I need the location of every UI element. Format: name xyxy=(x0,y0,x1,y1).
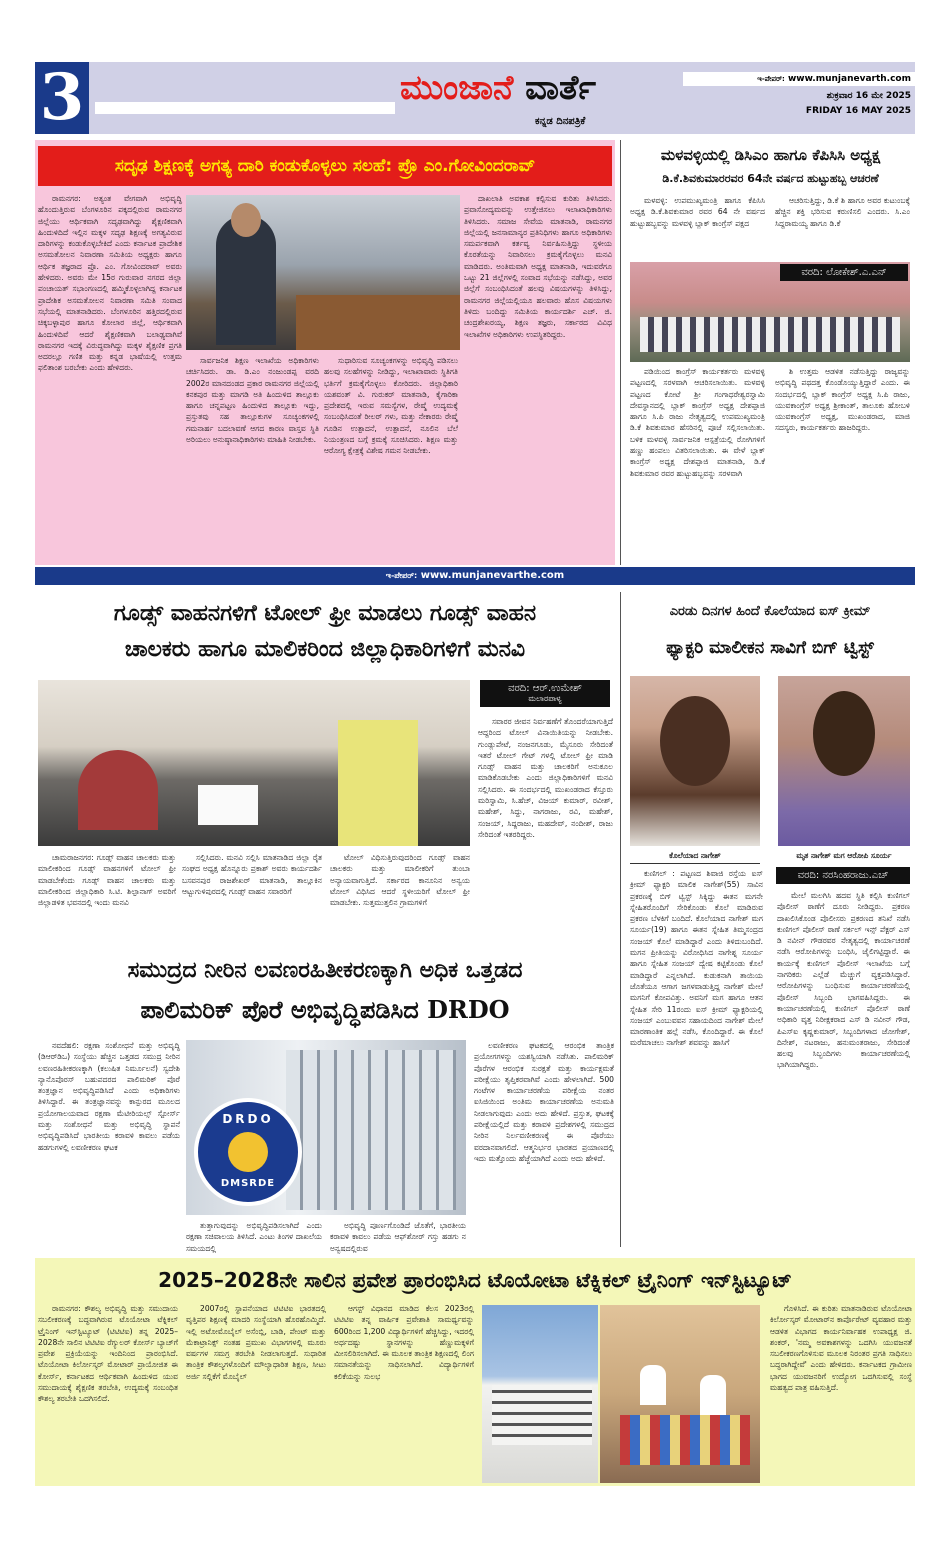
logo-black: ವಾರ್ತೆ xyxy=(525,68,596,108)
article-birthday-col2: ಆಚರಿಸುತ್ತಿದ್ದು, ಡಿ.ಕೆ ಶಿ ಹಾಗೂ ಅವರ ಕುಟುಂಬಕ್ಕೆ ಹೆಚ್ಚಿನ ಶಕ್ತಿ ಭರಿಸುವ ಕರುಣಿಸಲಿ ಎಂದರು. ಸಿ.ಎಂ ಸಿದ್ದರಾಮಯ್ಯ ಹಾಗೂ ಡಿ.ಕೆ xyxy=(775,196,910,228)
accused-caption: ಮೃತ ನಾಗೇಶ್ ಮಗ ಆರೋಪಿ ಸೂರ್ಯ xyxy=(796,851,892,860)
article-birthday-col1: ಮಳವಳ್ಳಿ: ಉಪಮುಖ್ಯಮಂತ್ರಿ ಹಾಗೂ ಕೆಪಿಸಿಸಿ ಅಧ್ಯಕ್ಷ ಡಿ.ಕೆ.ಶಿವಕುಮಾರ ರವರ 64 ನೇ ವರ್ಷದ ಹುಟ್ಟುಹಬ್ಬವನ್ನು ಮಳವಳ್ಳಿ ಬ್ಲಾಕ್ ಕಾಂಗ್ರೆಸ್ ಪಕ್ಷದ xyxy=(630,196,765,228)
institute-building-photo xyxy=(482,1305,598,1483)
header-white-bar xyxy=(95,102,395,114)
professor-speaking-photo xyxy=(186,195,460,350)
banner-label: ಇ-ಪೇಪರ್: xyxy=(385,571,418,580)
article-murder-col2: ಮೇಲೆ ಮಲಗಿಸಿ ಹದವ ಸ್ಥಿತಿ ಕಲ್ಪಿಸಿ ಕುಣಿಗಲ್ ಪೊಲೀಸ್ ಠಾಣೆಗೆ ದೂರು ನೀಡಿದ್ದರು. ಪ್ರಕರಣ ದಾಖಲಿಸಿಕೊಂಡ ಪೊಲೀಸರು ಪ್ರಕರಣದ ತನಿಖೆ ನಡೆಸಿ ಕುಣಿಗಲ್ ಪೊಲೀಸ್ ಠಾಣೆ ಸರ್ಕಲ್ ಇನ್ಸ್ ಪೆಕ್ಟರ್ ಎಸ್ ಡಿ ನವೀನ್ ಗೌಡರವರ ನೇತೃತ್ವದಲ್ಲಿ ಕಾರ್ಯಾಚರಣೆ ನಡೆಸಿ ಆರೋಪಿಗಳನ್ನು ಬಂಧಿಸಿ, ಜೈಲಿಗಟ್ಟಿದ್ದಾರೆ. ಈ ಕಾರ್ಯಕ್ಕೆ ಕುಣಿಗಲ್ ಪೊಲೀಸ್ ಇಲಾಖೆಯ ಬಗ್ಗೆ ನಾಗರಿಕರು ಎಲ್ಲೆಡೆ ಮೆಚ್ಚುಗೆ ವ್ಯಕ್ತಪಡಿಸಿದ್ದಾರೆ. ಆರೋಪಿಗಳನ್ನು ಬಂಧಿಸುವ ಕಾರ್ಯಾಚರಣೆಯಲ್ಲಿ ಪೊಲೀಸ್ ಸಿಬ್ಬಂದಿ ಭಾಗವಹಿಸಿದ್ದರು. ಈ ಕಾರ್ಯಾಚರಣೆಯಲ್ಲಿ ಕುಣಿಗಲ್ ಪೊಲೀಸ್ ಠಾಣೆ ಅಧಿಕಾರಿ ವೃತ್ತ ನಿರೀಕ್ಷಕರಾದ ಎಸ್ ಡಿ ನವೀನ್ ಗೌಡ, ಪಿಎಸ್ಐ ಕೃಷ್ಣಕುಮಾರ್, ಸಿಬ್ಬಂದಿಗಳಾದ ಜೋಗೇಶ್, ದಿನೇಶ್, ನಟರಾಜು, ಹನುಮಂತರಾಜು, ಸೇರಿದಂತೆ ಹಲವು ಸಿಬ್ಬಂದಿಗಳು ಕಾರ್ಯಾಚರಣೆಯಲ್ಲಿ ಭಾಗಿಯಾಗಿದ್ದರು. xyxy=(777,891,910,1070)
article-murder-headline-2: ಫ್ಯಾಕ್ಟರಿ ಮಾಲೀಕನ ಸಾವಿಗೆ ಬಿಗ್ ಟ್ವಿಸ್ಟ್ xyxy=(666,638,874,658)
byline-name: ವರದಿ: ಆರ್.ಉಮೇಶ್ xyxy=(508,683,582,694)
article-toyota-col3: ಆಗಸ್ಟ್ ವಿಧಾನದ ಮಾಡಿದ ಕೆಲಸ 2023ರಲ್ಲಿ ಟಿಟಿಟಿಐ ತನ್ನ ವಾರ್ಷಿಕ ಪ್ರವೇಶಾತಿ ಸಾಮರ್ಥ್ಯವನ್ನು 600ರಿಂದ 1,200 ವಿದ್ಯಾರ್ಥಿಗಳಿಗೆ ಹೆಚ್ಚಿಸಿದ್ದು, ಇದರಲ್ಲಿ ಅರ್ಧದಷ್ಟು ಸ್ಥಾನಗಳನ್ನು ಹೆಣ್ಣುಮಕ್ಕಳಿಗೆ ಮೀಸಲಿರಿಸಲಾಗಿದೆ. ಈ ಮೂಲಕ ತಾಂತ್ರಿಕ ಶಿಕ್ಷಣದಲ್ಲಿ ಲಿಂಗ ಸಮಾನತೆಯನ್ನು ಸಾಧಿಸಲಾಗಿದೆ. ವಿದ್ಯಾರ್ಥಿಗಳಿಗೆ ಕಲಿಕೆಯನ್ನು ಸುಲಭ xyxy=(334,1304,474,1381)
article-murder-col1: ಕುಣಿಗಲ್ : ಪಟ್ಟಣದ ಶಿವಾಜಿ ರಸ್ತೆಯ ಐಸ್ ಕ್ರೀಮ್ ಫ್ಯಾಕ್ಟರಿ ಮಾಲಿಕ ನಾಗೇಶ್(55) ಸಾವಿನ ಪ್ರಕರಣಕ್ಕೆ ಬಿಗ್ ಟ್ವಿಸ್ಟ್ ಸಿಕ್ಕಿದ್ದು ಈತನ ಮಗನೇ ಸ್ನೇಹಿತರೊಂದಿಗೆ ಸೇರಿಕೊಂಡು ಕೊಲೆ ಮಾಡಿರುವ ಪ್ರಕರಣ ಬೆಳಕಿಗೆ ಬಂದಿದೆ. ಕೊಲೆಯಾದ ನಾಗೇಶ್ ಮಗ ಸೂರ್ಯ(19) ಹಾಗೂ ಈತನ ಸ್ನೇಹಿತ ತಿಮ್ಮಸಂದ್ರದ ಸಂಜಯ್ ಕೊಲೆ ಮಾಡಿದ್ದಾರೆ ಎಂದು ತಿಳಿದುಬಂದಿದೆ. ಮಗನ ಪ್ರೀತಿಯನ್ನು ವಿರೋಧಿಸಿದ ನಾಗೇಶ್ನ ಸೂರ್ಯ ಹಾಗೂ ಸ್ನೇಹಿತ ಸಂಜಯ್ ದ್ವೇಷ ಕಟ್ಟಿಕೊಂಡು ಕೊಲೆ ಮಾಡಿದ್ದಾರೆ ಎನ್ನಲಾಗಿದೆ. ಕುಡುಕನಾಗಿ ತಾಯಿಯ ಜೊತೆಯೂ ಆಗಾಗ ಜಗಳವಾಡುತ್ತಿದ್ದ ನಾಗೇಶ್ ಮೇಲೆ ಮಗನಿಗೆ ಕೋಪವಿತ್ತು. ಅವನಿಗೆ ಮಗ ಹಾಗೂ ಆತನ ಸ್ನೇಹಿತ ಸೇರಿ 11ರಂದು ಐಸ್ ಕ್ರೀಮ್ ಫ್ಯಾಕ್ಟರಿಯಲ್ಲಿ ಸಂಜಯ್ ಎಂಬುವವನ ಸಹಾಯದಿಂದ ನಾಗೇಶ್ ಮೇಲೆ ಮಾರಣಾಂತಿಕ ಹಲ್ಲೆ ನಡೆಸಿ, ಕೊಂದಿದ್ದಾರೆ. ಈ ಕೊಲೆ ಮರೆಮಾಚಲು ನಾಗೇಶ್ ಶವವನ್ನು ಹಾಸಿಗೆ xyxy=(630,869,763,1048)
article-education-headline: ಸದೃಢ ಶಿಕ್ಷಣಕ್ಕೆ ಅಗತ್ಯ ದಾರಿ ಕಂಡುಕೊಳ್ಳಲು ಸಲಹೆ: ಪ್ರೊ ಎಂ.ಗೋವಿಂದರಾವ್ xyxy=(38,146,612,186)
masthead xyxy=(35,62,915,134)
drdo-logo-bottom: DMSRDE xyxy=(220,1178,276,1189)
logo xyxy=(400,68,596,108)
article-birthday-headline-2: ಡಿ.ಕೆ.ಶಿವಕುಮಾರರವರ 64ನೇ ವರ್ಷದ ಹುಟ್ಟುಹಬ್ಬ ಆಚರಣೆ xyxy=(662,172,879,185)
byline-place: ಮಲಾರಪಾಳ್ಯ xyxy=(528,694,562,703)
victim-caption: ಕೊಲೆಯಾದ ನಾಗೇಶ್ xyxy=(669,851,721,860)
article-education-col2: ಸಾರ್ವಜನಿಕ ಶಿಕ್ಷಣ ಇಲಾಖೆಯ ಅಧಿಕಾರಿಗಳು ಚರ್ಚಿಸಿದರು. ಡಾ. ಡಿ.ಎಂ ನಂಜುಂಡಪ್ಪ ವರದಿ 2002ರ ಮಾನದಂಡದ ಪ್ರಕಾರ ರಾಮನಗರ ಜಿಲ್ಲೆಯಲ್ಲಿ ಕನಕಪುರ ಮತ್ತು ಮಾಗಡಿ ಅತಿ ಹಿಂದುಳಿದ ತಾಲ್ಲೂಕು ಹಾಗೂ ಚನ್ನಪಟ್ಟಣ ಹಿಂದುಳಿದ ತಾಲ್ಲೂಕು ಇದ್ದು, ಪ್ರಸ್ತುತವು ಸಹ ತಾಲ್ಲೂಕುಗಳ ಸೂಚ್ಯಂಕಗಳಲ್ಲಿ ಗಮನಾರ್ಹ ಬದಲಾವಣೆ ಆಗದ ಕಾರಣ ವಾಸ್ತವ ಸ್ಥಿತಿ ಅರಿಯಲು ಅನುಷ್ಠಾನಾಧಿಕಾರಿಗಳು ಮಾಹಿತಿ ನೀಡಬೇಕು. xyxy=(186,356,319,445)
article-education-col3: ಸುಧಾರಿಸುವ ಸೂಚ್ಯಂಕಗಳನ್ನು ಅಭಿವೃದ್ಧಿ ಪಡಿಸಲು ಹಲವು ಸಲಹೆಗಳನ್ನು ನೀಡಿದ್ದು, ಇಲಾಖಾವಾರು ಸ್ಥಿತಿಗತಿ ಭರ್ತಿಗೆ ಕ್ರಮಕೈಗೊಳ್ಳಲು ಕೋರಿದರು. ಜಿಲ್ಲಾಧಿಕಾರಿ ಯಶವಂತ್ ವಿ. ಗುರುಕರ್ ಮಾತನಾಡಿ, ಕೈಗಾರಿಕಾ ಪ್ರದೇಶದಲ್ಲಿ ಇರುವ ಸಮಸ್ಯೆಗಳ, ರೇಷ್ಮೆ ಉದ್ಯಮಕ್ಕೆ ಸಂಬಂಧಿಸಿದಂತೆ ರೀಲರ್ ಗಳು, ಮತ್ತು ನೇಕಾರರು ರೇಷ್ಮೆ ಗೂಡಿನ ಉತ್ಪಾದನೆ, ಉತ್ಪಾದನೆ, ನೂಲಿನ ಬೆಲೆ ನಿಯಂತ್ರಣದ ಬಗ್ಗೆ ಕ್ರಮಕ್ಕೆ ಸೂಚಿಸಿದರು. ಶಿಕ್ಷಣ ಮತ್ತು ಆರೋಗ್ಯ ಕ್ಷೇತ್ರಕ್ಕೆ ವಿಶೇಷ ಗಮನ ನೀಡಬೇಕು. xyxy=(324,356,458,456)
accused-surya-photo xyxy=(778,676,910,846)
toll-petition-photo xyxy=(38,680,470,846)
website-bar xyxy=(683,72,915,86)
date-kannada: ಶುಕ್ರವಾರ 16 ಮೇ 2025 xyxy=(826,91,911,101)
article-birthday-col3: ಪಡಿಯಿಂದ ಕಾಂಗ್ರೆಸ್ ಕಾರ್ಯಕರ್ತರು ಮಳವಳ್ಳಿ ಪಟ್ಟಣದಲ್ಲಿ ಸರಳವಾಗಿ ಆಚರಿಸಲಾಯಿತು. ಮಳವಳ್ಳಿ ಪಟ್ಟಣದ ಕೋಟೆ ಶ್ರೀ ಗಂಗಾಧರೇಶ್ವರಸ್ವಾಮಿ ದೇವಸ್ಥಾನದಲ್ಲಿ ಬ್ಲಾಕ್ ಕಾಂಗ್ರೆಸ್ ಅಧ್ಯಕ್ಷ ದೇಶಪ್ಪಾಜಿ ಹಾಗೂ ಸಿ.ಪಿ ರಾಜು ನೇತೃತ್ವದಲ್ಲಿ ಉಪಮುಖ್ಯಮಂತ್ರಿ ಡಿ.ಕೆ ಶಿವಕುಮಾರ ಹೆಸರಿನಲ್ಲಿ ಪೂಜೆ ಸಲ್ಲಿಸಲಾಯಿತು. ಬಳಿಕ ಮಳವಳ್ಳಿ ಸಾರ್ವಜನಿಕ ಆಸ್ಪತ್ರೆಯಲ್ಲಿ ರೋಗಿಗಳಿಗೆ ಹಣ್ಣು ಹಂಪಲು ವಿತರಿಸಲಾಯಿತು. ಈ ವೇಳೆ ಬ್ಲಾಕ್ ಕಾಂಗ್ರೆಸ್ ಅಧ್ಯಕ್ಷ ದೇಶಪ್ಪಾಜಿ ಮಾತನಾಡಿ, ಡಿ.ಕೆ ಶಿವಕುಮಾರ ರವರ ಹುಟ್ಟುಹಬ್ಬವನ್ನು ಸರಳವಾಗಿ xyxy=(630,367,765,478)
article-toll-col1: ಚಾಮರಾಜನಗರ: ಗೂಡ್ಸ್ ವಾಹನ ಚಾಲಕರು ಮತ್ತು ಮಾಲೀಕರಿಂದ ಗೂಡ್ಸ್ ವಾಹನಗಳಿಗೆ ಟೋಲ್ ಫ್ರೀ ಮಾಡಬೇಕೆಂದು ಗೂಡ್ಸ್ ವಾಹನ ಚಾಲಕರು ಮತ್ತು ಮಾಲೀಕರಿಂದ ಜಿಲ್ಲಾಧಿಕಾರಿ ಸಿ.ಟಿ. ಶಿಲ್ಪಾನಾಗ್ ಅವರಿಗೆ ಜಿಲ್ಲಾಡಳಿತ ಭವನದಲ್ಲಿ ಇಂದು ಮನವಿ xyxy=(38,853,176,908)
article-toyota-headline: 2025–2028ನೇ ಸಾಲಿನ ಪ್ರವೇಶ ಪ್ರಾರಂಭಿಸಿದ ಟೊಯೋಟಾ ಟೆಕ್ನಿಕಲ್ ಟ್ರೈನಿಂಗ್ ಇನ್‌ಸ್ಟಿಟ್ಯೂಟ್ xyxy=(158,1268,792,1292)
epaper-banner xyxy=(35,567,915,585)
article-drdo-col1: ನವದೆಹಲಿ: ರಕ್ಷಣಾ ಸಂಶೋಧನೆ ಮತ್ತು ಅಭಿವೃದ್ಧಿ (ಡಿಆರ್‌ಡಿಒ) ಸಂಸ್ಥೆಯು ಹೆಚ್ಚಿನ ಒತ್ತಡದ ಸಮುದ್ರ ನೀರಿನ ಲವಣರಹಿತೀಕರಣಕ್ಕಾಗಿ (ಕಲುಷಿತ ನಿರ್ಮೂಲನೆ) ಸ್ವದೇಶಿ ನ್ಯಾನೊಪೊರಸ್ ಬಹುಪದರದ ಪಾಲಿಮರಿಕ್ ಪೊರೆ ತಂತ್ರಜ್ಞಾನ ಅಭಿವೃದ್ಧಿಪಡಿಸಿದೆ ಎಂದು ಅಧಿಕಾರಿಗಳು ತಿಳಿಸಿದ್ದಾರೆ. ಈ ತಂತ್ರಜ್ಞಾನವನ್ನು ಕಾನ್ಪುರದ ಮೂಲದ ಪ್ರಯೋಗಾಲಯವಾದ ರಕ್ಷಣಾ ಮೆಟೀರಿಯಲ್ಸ್ ಸ್ಟೋರ್ಸ್ ಮತ್ತು ಸಂಶೋಧನೆ ಮತ್ತು ಅಭಿವೃದ್ಧಿ ಸ್ಥಾಪನೆ ಅಭಿವೃದ್ಧಿಪಡಿಸಿದೆ ಭಾರತೀಯ ಕರಾವಳಿ ಕಾವಲು ಪಡೆಯ ಹಡಗುಗಳಲ್ಲಿ ಲವಣೀಕರಣ ಘಟಕ xyxy=(38,1041,180,1152)
epaper-label: ಇ-ಪೇಪರ್: xyxy=(757,75,785,83)
article-murder-byline: ವರದಿ: ನರಸಿಂಹರಾಜು.ಎಚ್ xyxy=(776,867,910,884)
article-education-col4: ದಾಖಲಾತಿ ಅವಕಾಶ ಕಲ್ಪಿಸುವ ಕುರಿತು ತಿಳಿಸಿದರು. ಪ್ರವಾಸೋದ್ಯಮವನ್ನು ಉತ್ತೇಜಿಸಲು ಇಲಾಖಾಧಿಕಾರಿಗಳು ತಿಳಿಸಿದರು. ಸಮಾಜ ಸೇವೆಯ ಮಾತನಾಡಿ, ರಾಮನಗರ ಜಿಲ್ಲೆಯಲ್ಲಿ ಜನಸಾಮಾನ್ಯರ ಪ್ರತಿನಿಧಿಗಳು ಹಾಗೂ ಅಧಿಕಾರಿಗಳು ಸಮರ್ಪಕವಾಗಿ ಕರ್ತವ್ಯ ನಿರ್ವಹಿಸುತ್ತಿದ್ದು ಸ್ಥಳೀಯ ಕೊರತೆಯನ್ನು ನಿವಾರಿಸಲು ಕ್ರಮಕೈಗೊಳ್ಳಲು ಮನವಿ ಮಾಡಿದರು. ಅಂತಿಮವಾಗಿ ಅಧ್ಯಕ್ಷ ಮಾತನಾಡಿ, ಇದುವರೆಗೂ ಒಟ್ಟು 21 ಜಿಲ್ಲೆಗಳಲ್ಲಿ ಸಂವಾದ ಸಭೆಯನ್ನು ನಡೆಸಿದ್ದು, ಅವರ ಜಿಲ್ಲೆಗೆ ಸಂಬಂಧಿಸಿದಂತೆ ಹಲವು ವಿಷಯಗಳನ್ನು ತಿಳಿಸಿದ್ದು, ರಾಮನಗರ ಜಿಲ್ಲೆಯಲ್ಲಿಯೂ ಹಲವಾರು ಹೊಸ ವಿಷಯಗಳು ತಿಳಿದು ಬಂದಿದ್ದು ಸಮಿತಿಯ ಕಾರ್ಯದರ್ಶಿ ಎಚ್. ಜಿ. ಚಂದ್ರಶೇಖರಯ್ಯ, ಶಿಕ್ಷಣ ತಜ್ಞರು, ಸರ್ಕಾರದ ವಿವಿಧ ಇಲಾಖೆಗಳ ಅಧಿಕಾರಿಗಳು ಉಪಸ್ಥಿತರಿದ್ದರು. xyxy=(464,194,612,339)
logo-red: ಮುಂಜಾನೆ xyxy=(400,68,514,108)
article-birthday-byline: ವರದಿ: ಲೋಕೇಶ್.ಎ.ಎನ್ xyxy=(780,264,908,281)
article-drdo-col3: ಅಭಿವೃದ್ಧಿ ಪೂರ್ಣಗೊಂಡಿದೆ ಜೊತೆಗೆ, ಭಾರತೀಯ ಕರಾವಳಿ ಕಾವಲು ಪಡೆಯ ಆಫ್‌ಶೋರ್ ಗಸ್ತು ಹಡಗು ನ ಅನ್ವಷದಲ್ಲಿರುವ xyxy=(330,1221,466,1253)
article-drdo-col4: ಲವಣೀಕರಣ ಘಟಕದಲ್ಲಿ ಆರಂಭಿಕ ತಾಂತ್ರಿಕ ಪ್ರಯೋಗಗಳನ್ನು ಯಶಸ್ವಿಯಾಗಿ ನಡೆಸಿತು. ಪಾಲಿಮರಿಕ್ ಪೊರೆಗಳ ಆರಂಭಿಕ ಸುರಕ್ಷತೆ ಮತ್ತು ಕಾರ್ಯಕ್ಷಮತೆ ಪರೀಕ್ಷೆಯು ತೃಪ್ತಿಕರವಾಗಿವೆ ಎಂದು ಹೇಳಲಾಗಿದೆ. 500 ಗಂಟೆಗಳ ಕಾರ್ಯಾಚರಣೆಯ ಪರೀಕ್ಷೆಯ ನಂತರ ಐಸಿಜಿಯಿಂದ ಅಂತಿಮ ಕಾರ್ಯಾಚರಣೆಯ ಅನುಮತಿ ನೀಡಲಾಗುವುದು ಎಂದು ಅದು ಹೇಳಿದೆ. ಪ್ರಸ್ತುತ, ಘಟಕಕ್ಕೆ ಪರೀಕ್ಷೆಯಲ್ಲಿದೆ ಮತ್ತು ಕರಾವಳಿ ಪ್ರದೇಶಗಳಲ್ಲಿ ಸಮುದ್ರದ ನೀರಿನ ನಿರ್ಲವಣೀಕರಣಕ್ಕೆ ಈ ಪೊರೆಯು ವರದಾನವಾಗಲಿದೆ. ಆತ್ಮನಿರ್ಭರ ಭಾರತದ ಪ್ರಯಾಣದಲ್ಲಿ ಇದು ಮತ್ತೊಂದು ಹೆಜ್ಜೆಯಾಗಿದೆ ಎಂದು ಅದು ಹೇಳಿದೆ. xyxy=(474,1041,614,1163)
date-english: FRIDAY 16 MAY 2025 xyxy=(805,106,911,116)
article-drdo-headline-2: ಪಾಲಿಮರಿಕ್ ಪೊರೆ ಅಭಿವೃದ್ಧಿಪಡಿಸಿದ DRDO xyxy=(140,995,510,1024)
article-toyota-col2: 2007ರಲ್ಲಿ ಸ್ಥಾಪನೆಯಾದ ಟಿಟಿಟಿಐ ಭಾರತದಲ್ಲಿ ವೃತ್ತಿಪರ ಶಿಕ್ಷಣಕ್ಕೆ ಮಾದರಿ ಸಂಸ್ಥೆಯಾಗಿ ಹೊರಹೊಮ್ಮಿದೆ. ಇಲ್ಲಿ ಅಟೋಮೊಬೈಲ್ ಅಸೆಂಬ್ಲಿ, ಬಾಡಿ, ಪೇಂಟ್ ಮತ್ತು ಮೆಕಾಟ್ರಾನಿಕ್ಸ್ ನಂತಹ ಪ್ರಮುಖ ವಿಭಾಗಗಳಲ್ಲಿ ಮೂರು ವರ್ಷಗಳ ಸಮಗ್ರ ತರಬೇತಿ ನೀಡಲಾಗುತ್ತದೆ. ಸುಧಾರಿತ ತಾಂತ್ರಿಕ ಕೌಶಲ್ಯಗಳೊಂದಿಗೆ ಮೌಲ್ಯಾಧಾರಿತ ಶಿಕ್ಷಣ, ಸೀಟು ಅರ್ಜಿ ಸಲ್ಲಿಕೆಗೆ ಮೊಬೈಲ್ xyxy=(186,1304,326,1381)
article-toyota-col1: ರಾಮನಗರ: ಕೌಶಲ್ಯ ಅಭಿವೃದ್ಧಿ ಮತ್ತು ಸಮುದಾಯ ಸಬಲೀಕರಣಕ್ಕೆ ಬದ್ಧವಾಗಿರುವ ಟೊಯೋಟಾ ಟೆಕ್ನಿಕಲ್ ಟ್ರೈನಿಂಗ್ ಇನ್‌ಸ್ಟಿಟ್ಯೂಟ್ (ಟಿಟಿಟಿಐ) ತನ್ನ 2025–2028ನೇ ಸಾಲಿನ ಟಿಟಿಟಿಐ ರೆಗ್ಯುಲರ್ ಕೋರ್ಸ್ ಬ್ಯಾಚ್‌ಗೆ ಪ್ರವೇಶ ಪ್ರಕ್ರಿಯೆಯನ್ನು ಇಂದಿನಿಂದ ಪ್ರಾರಂಭಿಸಿದೆ. ಟೊಯೋಟಾ ಕಿರ್ಲೋಸ್ಕರ್ ಮೋಟಾರ್ ಪ್ರಾಯೋಜಿತ ಈ ಕೋರ್ಸ್, ಕರ್ನಾಟಕದ ಆರ್ಥಿಕವಾಗಿ ಹಿಂದುಳಿದ ಯುವ ಸಮುದಾಯಕ್ಕೆ ಶೈಕ್ಷಣಿಕ ತರಬೇತಿ, ಉದ್ಯಮಕ್ಕೆ ಸಂಬಂಧಿತ ಕೌಶಲ್ಯ ತರಬೇತಿ ಒದಗಿಸಲಿದೆ. xyxy=(38,1304,178,1404)
victim-nagesh-photo xyxy=(630,676,760,846)
students-yoga-photo xyxy=(600,1305,760,1483)
website-link[interactable]: www.munjanevarth.com xyxy=(787,74,911,84)
article-toll-col2: ಸಲ್ಲಿಸಿದರು. ಮನವಿ ಸಲ್ಲಿಸಿ ಮಾತನಾಡಿದ ಜಿಲ್ಲಾ ರೈತ ಸಂಘದ ಅಧ್ಯಕ್ಷ ಹೊನ್ನೂರು ಪ್ರಕಾಶ್ ಅವರು ಕಾರ್ಯದರ್ಶಿ ಬಸವನಪುರ ರಾಜಶೇಖರ್ ಮಾತನಾಡಿ, ತಾಲ್ಲೂಕಿನ ಆಟ್ಟುಗುಳಿಪುರದಲ್ಲಿ ಗೂಡ್ಸ್ ವಾಹನ ಸವಾರರಿಗೆ xyxy=(182,853,322,896)
article-toyota-col4: ಗೊಳಿಸಿದೆ. ಈ ಕುರಿತು ಮಾತನಾಡಿರುವ ಟೊಯೋಟಾ ಕಿರ್ಲೋಸ್ಕರ್ ಮೋಟಾರ್‌ನ ಕಾರ್ಪೊರೇಟ್ ವ್ಯವಹಾರ ಮತ್ತು ಆಡಳಿತ ವಿಭಾಗದ ಕಾರ್ಯನಿರ್ವಾಹಕ ಉಪಾಧ್ಯಕ್ಷ ಜಿ. ಶಂಕರ್, 'ನಮ್ಮ ಅವಕಾಶಗಳನ್ನು ಒದಗಿಸಿ ಯುವಜನತೆ ಸಬಲೀಕರಣಗೊಳಿಸುವ ಮೂಲಕ ನಿರಂತರ ಪ್ರಗತಿ ಸಾಧಿಸಲು ಬದ್ಧರಾಗಿದ್ದೇವೆ' ಎಂದು ಹೇಳಿದರು. ಕರ್ನಾಟಕದ ಗ್ರಾಮೀಣ ಭಾಗದ ಯುವಜನರಿಗೆ ಉದ್ಯೋಗ ಒದಗಿಸುವಲ್ಲಿ ಸಂಸ್ಥೆ ಮಹತ್ವದ ಪಾತ್ರ ವಹಿಸುತ್ತಿದೆ. xyxy=(770,1304,912,1393)
article-drdo-headline-1: ಸಮುದ್ರದ ನೀರಿನ ಲವಣರಹಿತೀಕರಣಕ್ಕಾಗಿ ಅಧಿಕ ಒತ್ತಡದ xyxy=(127,958,523,983)
article-drdo-col2: ತುತ್ತಾಗುವುದನ್ನು ಅಭಿವೃದ್ಧಿಪಡಿಸಲಾಗಿದೆ ಎಂದು ರಕ್ಷಣಾ ಸಚಿವಾಲಯ ತಿಳಿಸಿದೆ. ಎಂಟು ತಿಂಗಳ ದಾಖಲೆಯ ಸಮಯದಲ್ಲಿ xyxy=(186,1221,322,1253)
tagline: ಕನ್ನಡ ದಿನಪತ್ರಿಕೆ xyxy=(535,116,586,127)
drdo-logo xyxy=(194,1098,302,1206)
article-toll-side: ಸವಾರರ ಜೀವನ ನಿರ್ವಹಣೆಗೆ ತೊಂದರೆಯಾಗುತ್ತಿದೆ ಆದ್ದರಿಂದ ಟೋಲ್ ವಿನಾಯಿತಿಯನ್ನು ನೀಡಬೇಕು. ಗುಂಡ್ಲುಪೇಟೆ, ನಂಜನಗೂಡು, ಮೈಸೂರು ಸೇರಿದಂತೆ ಇತರೆ ಟೋಲ್ ಗೇಟ್ ಗಳಲ್ಲಿ ಟೋಲ್ ಫ್ರೀ ಮಾಡಿ ಗೂಡ್ಸ್ ವಾಹನ ಮತ್ತು ಚಾಲಕರಿಗೆ ಅನುಕೂಲ ಮಾಡಿಕೊಡಬೇಕು ಎಂದು ಜಿಲ್ಲಾಧಿಕಾರಿಗಳಿಗೆ ಮನವಿ ಸಲ್ಲಿಸಿದರು. ಈ ಸಂದರ್ಭದಲ್ಲಿ ಮುಖಂಡರಾದ ಕೆಸ್ತೂರು ಮರಿಸ್ವಾಮಿ, ಸಿ.ಹೆಚ್, ವಿಜಯ್ ಕುಮಾರ್, ರವೀಶ್, ಮಹೇಶ್, ಸಿದ್ದು, ನಾಗರಾಜು, ರವಿ, ಮಹೇಶ್, ಸಂಜಯ್, ಸಿದ್ದರಾಜು, ಮಹದೇವ್, ನಂದೀಶ್, ರಾಜು ಸೇರಿದಂತೆ ಇತರರಿದ್ದರು. xyxy=(478,717,613,839)
article-murder-headline-1: ಎರಡು ದಿನಗಳ ಹಿಂದೆ ಕೊಲೆಯಾದ ಐಸ್ ಕ್ರೀಮ್ xyxy=(669,604,871,619)
drdo-logo-top: DRDO xyxy=(222,1112,274,1126)
desalination-plant-photo xyxy=(186,1040,466,1215)
article-birthday-headline-1: ಮಳವಳ್ಳಿಯಲ್ಲಿ ಡಿಸಿಎಂ ಹಾಗೂ ಕೆಪಿಸಿಸಿ ಅಧ್ಯಕ್ಷ xyxy=(660,146,881,164)
article-birthday-col4: ಶಿ ಉತ್ತಮ ಆಡಳಿತ ನಡೆಸುತ್ತಿದ್ದು ರಾಜ್ಯವನ್ನು ಅಭಿವೃದ್ಧಿ ಪಥದತ್ತ ಕೊಂಡೊಯ್ಯುತ್ತಿದ್ದಾರೆ ಎಂದು. ಈ ಸಂದರ್ಭದಲ್ಲಿ ಬ್ಲಾಕ್ ಕಾಂಗ್ರೆಸ್ ಅಧ್ಯಕ್ಷ ಸಿ.ಪಿ ರಾಜು, ಯುವಕಾಂಗ್ರೆಸ್ ಅಧ್ಯಕ್ಷ ಶ್ರೀಕಾಂತ್, ತಾಲೂಕು ಹೋಬಳಿ ಯುವಕಾಂಗ್ರೆಸ್ ಅಧ್ಯಕ್ಷ, ಮುಖಂಡರಾದ, ಮಾಜಿ ಸದಸ್ಯರು, ಕಾರ್ಯಕರ್ತರು ಹಾಜರಿದ್ದರು. xyxy=(775,367,910,433)
article-toll-headline-1: ಗೂಡ್ಸ್ ವಾಹನಗಳಿಗೆ ಟೋಲ್ ಫ್ರೀ ಮಾಡಲು ಗೂಡ್ಸ್ ವಾಹನ xyxy=(113,601,537,626)
article-education-col1: ರಾಮನಗರ: ಅತ್ಯಂತ ವೇಗವಾಗಿ ಅಭಿವೃದ್ಧಿ ಹೊಂದುತ್ತಿರುವ ಬೆಂಗಳೂರಿನ ಪಕ್ಕದಲ್ಲಿರುವ ರಾಮನಗರ ಜಿಲ್ಲೆಯು ಆರ್ಥಿಕವಾಗಿ ಸದೃಢವಾಗಿದ್ದು ಶೈಕ್ಷಣಿಕವಾಗಿ ಹಿಂದುಳಿದಿದೆ ಇಲ್ಲಿನ ಮಕ್ಕಳ ಸದೃಢ ಶಿಕ್ಷಣಕ್ಕೆ ಅಗತ್ಯವಿರುವ ದಾರಿಗಳನ್ನು ಕಂಡುಕೊಳ್ಳಬೇಕಿದೆ ಎಂದು ಕರ್ನಾಟಕ ಪ್ರಾದೇಶಿಕ ಅಸಮತೋಲನ ನಿವಾರಣಾ ಸಮಿತಿಯ ಅಧ್ಯಕ್ಷರು ಹಾಗೂ ಆರ್ಥಿಕ ತಜ್ಞರಾದ ಪ್ರೊ. ಎಂ. ಗೋವಿಂದರಾವ್ ಅವರು ಹೇಳಿದರು. ಅವರು ಮೇ 15ರ ಗುರುವಾರ ನಗರದ ಜಿಲ್ಲಾ ಪಂಚಾಯತ್ ಸಭಾಂಗಣದಲ್ಲಿ ಹಮ್ಮಿಕೊಳ್ಳಲಾಗಿದ್ದ ಕರ್ನಾಟಕ ಪ್ರಾದೇಶಿಕ ಅಸಮತೋಲನ ನಿವಾರಣಾ ಸಮಿತಿ ಸಂವಾದ ಸಭೆಯಲ್ಲಿ ಮಾತನಾಡಿದರು. ಬೆಂಗಳೂರಿನ ಹತ್ತಿರದಲ್ಲಿರುವ ಚಿಕ್ಕಬಳ್ಳಾಪುರ ಹಾಗೂ ಕೋಲಾರ ಜಿಲ್ಲೆ, ಆರ್ಥಿಕವಾಗಿ ಹಿಂದುಳಿದಿವೆ ಆದರೆ ಶೈಕ್ಷಣಿಕವಾಗಿ ಬಲಾಢ್ಯವಾಗಿವೆ ರಾಮನಗರ ಇದಕ್ಕೆ ವಿರುದ್ಧವಾಗಿದ್ದು ಮಕ್ಕಳ ಶೈಕ್ಷಣಿಕ ಪ್ರಗತಿ ಅದರಲ್ಲೂ ಗಣಿತ ಮತ್ತು ಕನ್ನಡ ಭಾಷೆಯಲ್ಲಿ ಉತ್ತಮ ಫಲಿತಾಂಶ ಬರಬೇಕು ಎಂದು ಹೇಳಿದರು. xyxy=(38,194,182,373)
article-toll-headline-2: ಚಾಲಕರು ಹಾಗೂ ಮಾಲಿಕರಿಂದ ಜಿಲ್ಲಾಧಿಕಾರಿಗಳಿಗೆ ಮನವಿ xyxy=(124,637,526,662)
page-number: 3 xyxy=(35,62,89,134)
article-toll-col3: ಟೋಲ್ ವಿಧಿಸುತ್ತಿರುವುದರಿಂದ ಗೂಡ್ಸ್ ವಾಹನ ಚಾಲಕರು ಮತ್ತು ಮಾಲೀಕರಿಗೆ ತುಂಬಾ ಅನ್ಯಾಯವಾಗುತ್ತಿದೆ. ಸರ್ಕಾರದ ಕಾನೂನಿನ ಅನ್ವಯ ಟೋಲ್ ವಿಧಿಸಿದ ಆದರೆ ಸ್ಥಳೀಯರಿಗೆ ಟೋಲ್ ಫ್ರೀ ಮಾಡಬೇಕು. ಸುತ್ತಮುತ್ತಲಿನ ಗ್ರಾಮಗಳಿಗೆ xyxy=(330,853,470,908)
banner-url[interactable]: www.munjanevarthe.com xyxy=(420,570,565,581)
article-toll-byline xyxy=(480,680,610,707)
